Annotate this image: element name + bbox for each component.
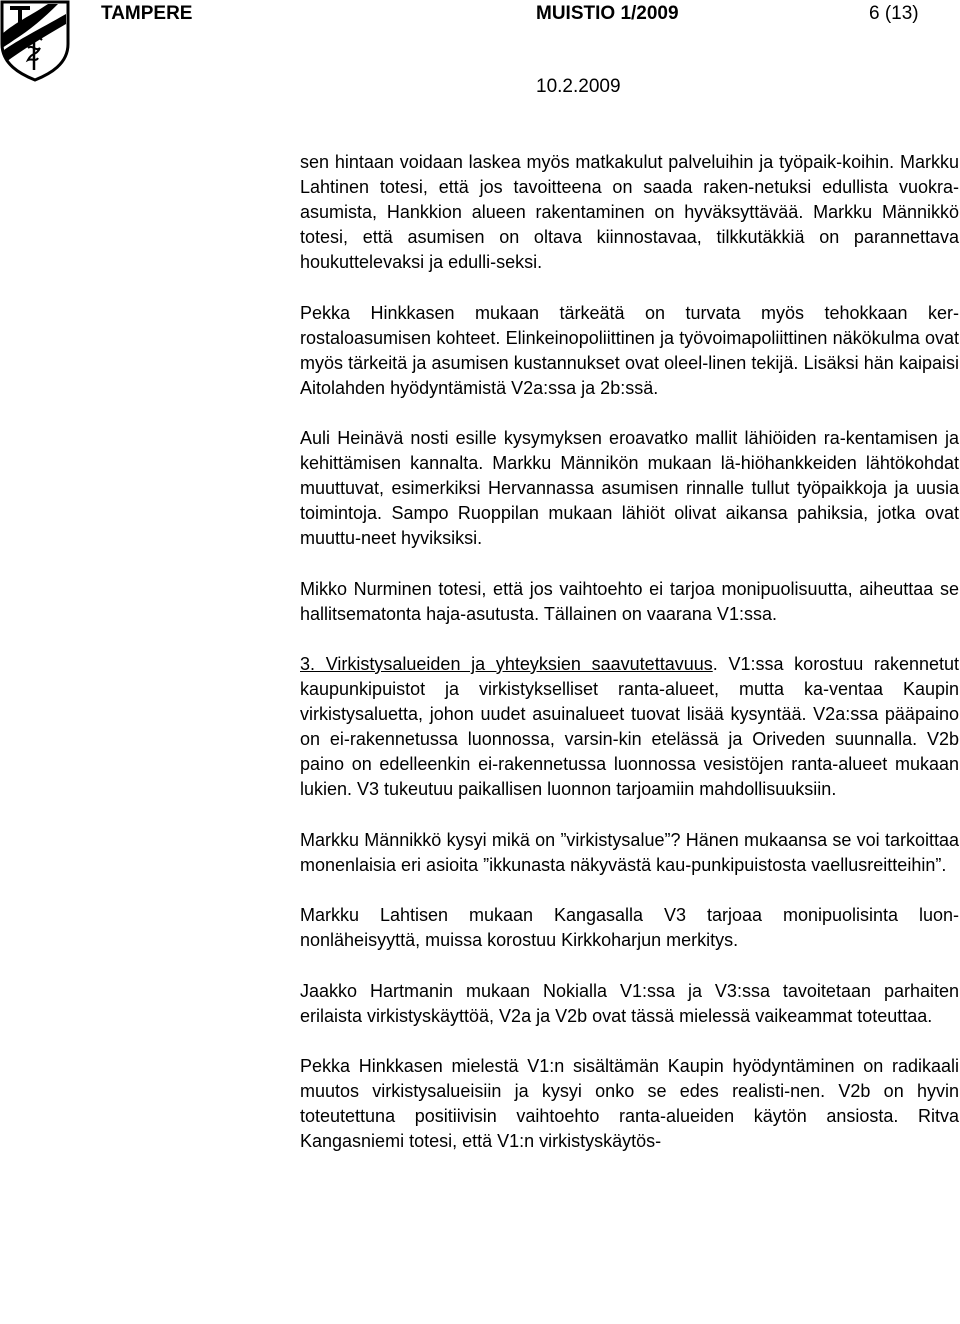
paragraph: Pekka Hinkkasen mukaan tärkeätä on turvata myös tehokkaan ker-rostaloasumisen kohteet. Elinkeinopoliittinen ja työvoimapoliittinen näkökulma ovat myös tärkeitä ja asumisen kustannukset ovat oleel-linen tekijä. Lisäksi hän kaipaisi Aitolahden hyödyntämistä V2a:ssa ja 2b:ssä.	[300, 302, 959, 398]
paragraph: sen hintaan voidaan laskea myös matkakulut palveluihin ja työpaik-koihin. Markku Lahtinen totesi, että jos tavoitteena on saada raken-netuksi edullista vuokra-asumista, Hankkion alueen rakentaminen on hyväksyttävää. Markku Männikkö totesi, että asumisen on oltava kiinnostavaa, tilkkutäkkiä on parannettava houkuttelevaksi ja edulli-seksi.	[300, 152, 959, 272]
section-3-text: . V1:ssa korostuu rakennetut kaupunkipuistot ja virkistykselliset ranta-alueet, mutta ka-ventaa Kaupin virkistysaluetta, johon uudet asuinalueet tuovat lisää kysyntää. V2a:ssa pääpaino on ei-rakennetussa luonnossa, varsin-kin etelässä ja Oriveden suunnalla. V2b paino on edelleenkin ei-rakennetussa luonnossa vesistöjen ranta-alueet mukaan lukien. V3 tukeutuu paikallisen luonnon tarjoamiin mahdollisuuksiin.	[300, 654, 959, 799]
tampere-coat-of-arms-logo	[0, 0, 70, 82]
header-city: TAMPERE	[101, 3, 193, 24]
memo-body	[300, 150, 959, 1154]
paragraph: Markku Lahtisen mukaan Kangasalla V3 tarjoaa monipuolisinta luon-nonläheisyyttä, muissa korostuu Kirkkoharjun merkitys.	[300, 905, 959, 950]
paragraph: Pekka Hinkkasen mielestä V1:n sisältämän Kaupin hyödyntäminen on radikaali muutos virkistysalueisiin ja kysyi onko se edes realisti-nen. V2b on hyvin toteutettuna positiivisin vaihtoehto ranta-alueiden käytön ansiosta. Ritva Kangasniemi totesi, että V1:n virkistyskäytös-	[300, 1056, 959, 1151]
header-page-number: 6 (13)	[869, 3, 919, 24]
section-3-heading: 3. Virkistysalueiden ja yhteyksien saavutettavuus	[300, 654, 713, 674]
paragraph: Auli Heinävä nosti esille kysymyksen eroavatko mallit lähiöiden ra-kentamisen ja kehittämisen kannalta. Markku Männikön mukaan lä-hiöhankkeiden lähtökohdat muuttuvat, esimerkiksi Hervannassa asumisen rinnalle tullut työpaikkoja ja uusia toimintoja. Sampo Ruoppilan mukaan lähiöt olivat aikansa pahiksia, jotka ovat muuttu-neet hyviksiksi.	[300, 428, 959, 548]
header-date: 10.2.2009	[536, 76, 621, 97]
paragraph: Mikko Nurminen totesi, että jos vaihtoehto ei tarjoa monipuolisuutta, aiheuttaa se hallitsematonta haja-asutusta. Tällainen on vaarana V1:ssa.	[300, 578, 959, 624]
section-3-paragraph	[300, 652, 959, 802]
paragraph: Markku Männikkö kysyi mikä on ”virkistysalue”? Hänen mukaansa se voi tarkoittaa monenlaisia eri asioita ”ikkunasta näkyvästä kau-punkipuistosta vaellusreitteihin”.	[300, 829, 959, 875]
header-document-title: MUISTIO 1/2009	[536, 3, 679, 24]
paragraph: Jaakko Hartmanin mukaan Nokialla V1:ssa ja V3:ssa tavoitetaan parhaiten erilaista virkistyskäyttöä, V2a ja V2b ovat tässä mielessä vaikeammat toteuttaa.	[300, 980, 959, 1026]
